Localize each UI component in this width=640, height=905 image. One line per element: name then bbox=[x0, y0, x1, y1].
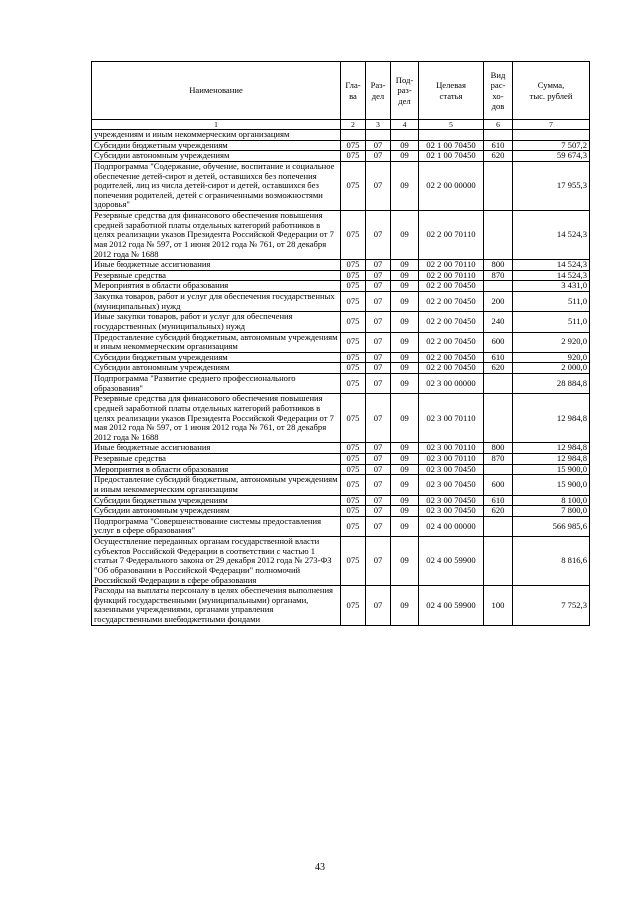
row-vid: 870 bbox=[484, 454, 513, 465]
row-target: 02 3 00 00000 bbox=[419, 374, 484, 394]
row-podrazdel: 09 bbox=[391, 516, 419, 536]
header-sum: Сумма, тыс. рублей bbox=[513, 62, 590, 120]
row-sum: 7 507,2 bbox=[513, 140, 590, 151]
row-razdel: 07 bbox=[366, 352, 391, 363]
row-podrazdel: 09 bbox=[391, 586, 419, 626]
row-sum: 28 884,8 bbox=[513, 374, 590, 394]
row-target: 02 1 00 70450 bbox=[419, 140, 484, 151]
row-razdel: 07 bbox=[366, 506, 391, 517]
row-razdel: 07 bbox=[366, 516, 391, 536]
row-vid bbox=[484, 394, 513, 443]
row-glava bbox=[341, 130, 366, 141]
row-target: 02 4 00 59900 bbox=[419, 537, 484, 586]
row-glava: 075 bbox=[341, 260, 366, 271]
row-sum: 3 431,0 bbox=[513, 281, 590, 292]
row-podrazdel: 09 bbox=[391, 352, 419, 363]
row-name: Осуществление переданных органам государственной власти субъектов Российской Федерации в соответствии с частью 1 статьи 7 Федерального закона от 29 декабря 2012 года № 273-ФЗ "Об образовании в Российской Федерации" полномочий Российской Федерации в сфере образования bbox=[92, 537, 341, 586]
row-target: 02 3 00 70450 bbox=[419, 475, 484, 495]
row-sum: 14 524,3 bbox=[513, 270, 590, 281]
row-target: 02 2 00 70450 bbox=[419, 363, 484, 374]
row-target: 02 4 00 59900 bbox=[419, 586, 484, 626]
row-name: Предоставление субсидий бюджетным, автономным учреждениям и иным некоммерческим организациям bbox=[92, 475, 341, 495]
row-glava: 075 bbox=[341, 270, 366, 281]
row-razdel: 07 bbox=[366, 211, 391, 260]
row-podrazdel: 09 bbox=[391, 443, 419, 454]
table-row bbox=[92, 363, 590, 374]
row-podrazdel: 09 bbox=[391, 454, 419, 465]
header-vid: Вид рас- хо- дов bbox=[484, 62, 513, 120]
column-index-cell: 6 bbox=[484, 120, 513, 130]
row-name: Субсидии бюджетным учреждениям bbox=[92, 352, 341, 363]
table-row bbox=[92, 270, 590, 281]
row-glava: 075 bbox=[341, 161, 366, 210]
row-glava: 075 bbox=[341, 443, 366, 454]
table-row bbox=[92, 475, 590, 495]
table-body bbox=[92, 130, 590, 626]
row-vid: 610 bbox=[484, 352, 513, 363]
row-razdel: 07 bbox=[366, 281, 391, 292]
row-target: 02 2 00 00000 bbox=[419, 161, 484, 210]
row-podrazdel: 09 bbox=[391, 312, 419, 332]
row-vid bbox=[484, 211, 513, 260]
row-target: 02 1 00 70450 bbox=[419, 151, 484, 162]
table-row bbox=[92, 443, 590, 454]
row-glava: 075 bbox=[341, 312, 366, 332]
row-name: Иные закупки товаров, работ и услуг для обеспечения государственных (муниципальных) нужд bbox=[92, 312, 341, 332]
row-podrazdel: 09 bbox=[391, 292, 419, 312]
row-sum: 8 816,6 bbox=[513, 537, 590, 586]
row-glava: 075 bbox=[341, 394, 366, 443]
row-podrazdel: 09 bbox=[391, 394, 419, 443]
row-glava: 075 bbox=[341, 464, 366, 475]
row-razdel: 07 bbox=[366, 363, 391, 374]
row-vid: 100 bbox=[484, 586, 513, 626]
row-name: Резервные средства bbox=[92, 454, 341, 465]
row-vid: 610 bbox=[484, 140, 513, 151]
row-target: 02 2 00 70450 bbox=[419, 281, 484, 292]
row-podrazdel: 09 bbox=[391, 161, 419, 210]
column-index-cell: 3 bbox=[366, 120, 391, 130]
row-glava: 075 bbox=[341, 516, 366, 536]
column-index-cell: 7 bbox=[513, 120, 590, 130]
row-target: 02 2 00 70450 bbox=[419, 352, 484, 363]
table-row bbox=[92, 312, 590, 332]
row-name: Иные бюджетные ассигнования bbox=[92, 260, 341, 271]
header-target: Целевая статья bbox=[419, 62, 484, 120]
row-name: Закупка товаров, работ и услуг для обеспечения государственных (муниципальных) нужд bbox=[92, 292, 341, 312]
row-glava: 075 bbox=[341, 211, 366, 260]
row-sum: 15 900,0 bbox=[513, 464, 590, 475]
row-vid bbox=[484, 130, 513, 141]
row-name: Подпрограмма "Развитие среднего профессионального образования" bbox=[92, 374, 341, 394]
row-target: 02 3 00 70450 bbox=[419, 495, 484, 506]
row-vid bbox=[484, 464, 513, 475]
row-podrazdel: 09 bbox=[391, 464, 419, 475]
table-row bbox=[92, 281, 590, 292]
row-name: Подпрограмма "Содержание, обучение, воспитание и социальное обеспечение детей-сирот и детей, оставшихся без попечения родителей, лиц из числа детей-сирот и детей, оставшихся без попечения родителей, детей с ограниченными возможностями здоровья" bbox=[92, 161, 341, 210]
row-vid bbox=[484, 537, 513, 586]
row-razdel: 07 bbox=[366, 454, 391, 465]
row-target: 02 3 00 70450 bbox=[419, 506, 484, 517]
table-header-row bbox=[92, 62, 590, 120]
row-vid: 200 bbox=[484, 292, 513, 312]
row-vid: 600 bbox=[484, 475, 513, 495]
row-target: 02 3 00 70110 bbox=[419, 454, 484, 465]
column-index-cell: 1 bbox=[92, 120, 341, 130]
row-sum: 2 000,0 bbox=[513, 363, 590, 374]
row-sum: 12 984,8 bbox=[513, 454, 590, 465]
row-glava: 075 bbox=[341, 454, 366, 465]
row-name: Иные бюджетные ассигнования bbox=[92, 443, 341, 454]
page-number: 43 bbox=[315, 862, 325, 873]
row-glava: 075 bbox=[341, 586, 366, 626]
row-glava: 075 bbox=[341, 475, 366, 495]
row-sum: 511,0 bbox=[513, 292, 590, 312]
row-target: 02 2 00 70110 bbox=[419, 260, 484, 271]
header-name: Наименование bbox=[92, 62, 341, 120]
row-name: учреждениям и иным некоммерческим организациям bbox=[92, 130, 341, 141]
row-name: Подпрограмма "Совершенствование системы предоставления услуг в сфере образования" bbox=[92, 516, 341, 536]
row-razdel: 07 bbox=[366, 260, 391, 271]
row-sum: 566 985,6 bbox=[513, 516, 590, 536]
row-target: 02 2 00 70450 bbox=[419, 312, 484, 332]
row-vid bbox=[484, 161, 513, 210]
row-razdel: 07 bbox=[366, 475, 391, 495]
table-row bbox=[92, 332, 590, 352]
row-vid bbox=[484, 516, 513, 536]
row-podrazdel: 09 bbox=[391, 211, 419, 260]
row-vid: 620 bbox=[484, 151, 513, 162]
table-row bbox=[92, 506, 590, 517]
row-razdel: 07 bbox=[366, 464, 391, 475]
row-target: 02 3 00 70450 bbox=[419, 464, 484, 475]
row-sum bbox=[513, 130, 590, 141]
table-row bbox=[92, 495, 590, 506]
table-row bbox=[92, 516, 590, 536]
row-razdel: 07 bbox=[366, 140, 391, 151]
row-podrazdel: 09 bbox=[391, 332, 419, 352]
row-razdel: 07 bbox=[366, 537, 391, 586]
table-row bbox=[92, 352, 590, 363]
row-razdel: 07 bbox=[366, 586, 391, 626]
row-vid bbox=[484, 374, 513, 394]
row-name: Резервные средства для финансового обеспечения повышения средней заработной платы отдельных категорий работников в целях реализации указов Президента Российской Федерации от 7 мая 2012 года № 597, от 1 июня 2012 года № 761, от 28 декабря 2012 года № 1688 bbox=[92, 394, 341, 443]
row-podrazdel: 09 bbox=[391, 260, 419, 271]
column-index-cell: 2 bbox=[341, 120, 366, 130]
row-vid: 240 bbox=[484, 312, 513, 332]
row-target: 02 4 00 00000 bbox=[419, 516, 484, 536]
row-glava: 075 bbox=[341, 374, 366, 394]
row-podrazdel: 09 bbox=[391, 140, 419, 151]
row-vid: 620 bbox=[484, 363, 513, 374]
row-glava: 075 bbox=[341, 537, 366, 586]
row-glava: 075 bbox=[341, 140, 366, 151]
row-sum: 2 920,0 bbox=[513, 332, 590, 352]
row-sum: 15 900,0 bbox=[513, 475, 590, 495]
row-podrazdel: 09 bbox=[391, 506, 419, 517]
row-name: Субсидии бюджетным учреждениям bbox=[92, 140, 341, 151]
row-name: Субсидии бюджетным учреждениям bbox=[92, 495, 341, 506]
row-vid: 800 bbox=[484, 443, 513, 454]
row-sum: 920,0 bbox=[513, 352, 590, 363]
row-vid: 610 bbox=[484, 495, 513, 506]
row-glava: 075 bbox=[341, 281, 366, 292]
row-name: Мероприятия в области образования bbox=[92, 464, 341, 475]
row-name: Субсидии автономным учреждениям bbox=[92, 363, 341, 374]
row-razdel: 07 bbox=[366, 151, 391, 162]
row-vid: 600 bbox=[484, 332, 513, 352]
row-name: Резервные средства bbox=[92, 270, 341, 281]
row-sum: 511,0 bbox=[513, 312, 590, 332]
row-razdel: 07 bbox=[366, 270, 391, 281]
table-row bbox=[92, 211, 590, 260]
table-row bbox=[92, 151, 590, 162]
row-vid: 620 bbox=[484, 506, 513, 517]
column-index-cell: 4 bbox=[391, 120, 419, 130]
row-sum: 59 674,3 bbox=[513, 151, 590, 162]
table-row bbox=[92, 454, 590, 465]
table-row bbox=[92, 464, 590, 475]
row-razdel: 07 bbox=[366, 443, 391, 454]
row-razdel: 07 bbox=[366, 394, 391, 443]
row-razdel: 07 bbox=[366, 495, 391, 506]
row-sum: 14 524,3 bbox=[513, 211, 590, 260]
table-row bbox=[92, 374, 590, 394]
row-podrazdel: 09 bbox=[391, 495, 419, 506]
row-vid: 800 bbox=[484, 260, 513, 271]
row-podrazdel bbox=[391, 130, 419, 141]
row-podrazdel: 09 bbox=[391, 475, 419, 495]
row-target: 02 2 00 70110 bbox=[419, 270, 484, 281]
row-podrazdel: 09 bbox=[391, 281, 419, 292]
column-index-row bbox=[92, 120, 590, 130]
row-glava: 075 bbox=[341, 363, 366, 374]
row-target: 02 2 00 70110 bbox=[419, 211, 484, 260]
row-sum: 12 984,8 bbox=[513, 394, 590, 443]
row-razdel: 07 bbox=[366, 161, 391, 210]
row-razdel: 07 bbox=[366, 292, 391, 312]
budget-table bbox=[91, 61, 590, 626]
row-target bbox=[419, 130, 484, 141]
row-glava: 075 bbox=[341, 332, 366, 352]
row-glava: 075 bbox=[341, 292, 366, 312]
row-podrazdel: 09 bbox=[391, 270, 419, 281]
row-podrazdel: 09 bbox=[391, 374, 419, 394]
table-row bbox=[92, 130, 590, 141]
row-sum: 7 752,3 bbox=[513, 586, 590, 626]
row-sum: 14 524,3 bbox=[513, 260, 590, 271]
row-name: Резервные средства для финансового обеспечения повышения средней заработной платы отдельных категорий работников в целях реализации указов Президента Российской Федерации от 7 мая 2012 года № 597, от 1 июня 2012 года № 761, от 28 декабря 2012 года № 1688 bbox=[92, 211, 341, 260]
table-row bbox=[92, 140, 590, 151]
table-row bbox=[92, 260, 590, 271]
row-podrazdel: 09 bbox=[391, 537, 419, 586]
header-glava: Гла- ва bbox=[341, 62, 366, 120]
table-row bbox=[92, 586, 590, 626]
row-glava: 075 bbox=[341, 151, 366, 162]
row-podrazdel: 09 bbox=[391, 151, 419, 162]
row-name: Субсидии автономным учреждениям bbox=[92, 506, 341, 517]
row-glava: 075 bbox=[341, 495, 366, 506]
row-sum: 17 955,3 bbox=[513, 161, 590, 210]
row-name: Мероприятия в области образования bbox=[92, 281, 341, 292]
table-row bbox=[92, 394, 590, 443]
row-name: Расходы на выплаты персоналу в целях обеспечения выполнения функций государственными (муниципальными) органами, казенными учреждениями, органами управления государственными внебюджетными фондами bbox=[92, 586, 341, 626]
row-razdel bbox=[366, 130, 391, 141]
row-glava: 075 bbox=[341, 352, 366, 363]
row-sum: 7 800,0 bbox=[513, 506, 590, 517]
row-vid: 870 bbox=[484, 270, 513, 281]
row-vid bbox=[484, 281, 513, 292]
row-name: Субсидии автономным учреждениям bbox=[92, 151, 341, 162]
row-sum: 12 984,8 bbox=[513, 443, 590, 454]
row-target: 02 2 00 70450 bbox=[419, 292, 484, 312]
row-podrazdel: 09 bbox=[391, 363, 419, 374]
header-podrazdel: Под- раз- дел bbox=[391, 62, 419, 120]
header-razdel: Раз- дел bbox=[366, 62, 391, 120]
row-glava: 075 bbox=[341, 506, 366, 517]
row-target: 02 2 00 70450 bbox=[419, 332, 484, 352]
column-index-cell: 5 bbox=[419, 120, 484, 130]
row-target: 02 3 00 70110 bbox=[419, 394, 484, 443]
row-sum: 8 100,0 bbox=[513, 495, 590, 506]
table-row bbox=[92, 292, 590, 312]
row-razdel: 07 bbox=[366, 332, 391, 352]
row-razdel: 07 bbox=[366, 374, 391, 394]
table-row bbox=[92, 161, 590, 210]
row-name: Предоставление субсидий бюджетным, автономным учреждениям и иным некоммерческим организациям bbox=[92, 332, 341, 352]
table-row bbox=[92, 537, 590, 586]
row-target: 02 3 00 70110 bbox=[419, 443, 484, 454]
row-razdel: 07 bbox=[366, 312, 391, 332]
